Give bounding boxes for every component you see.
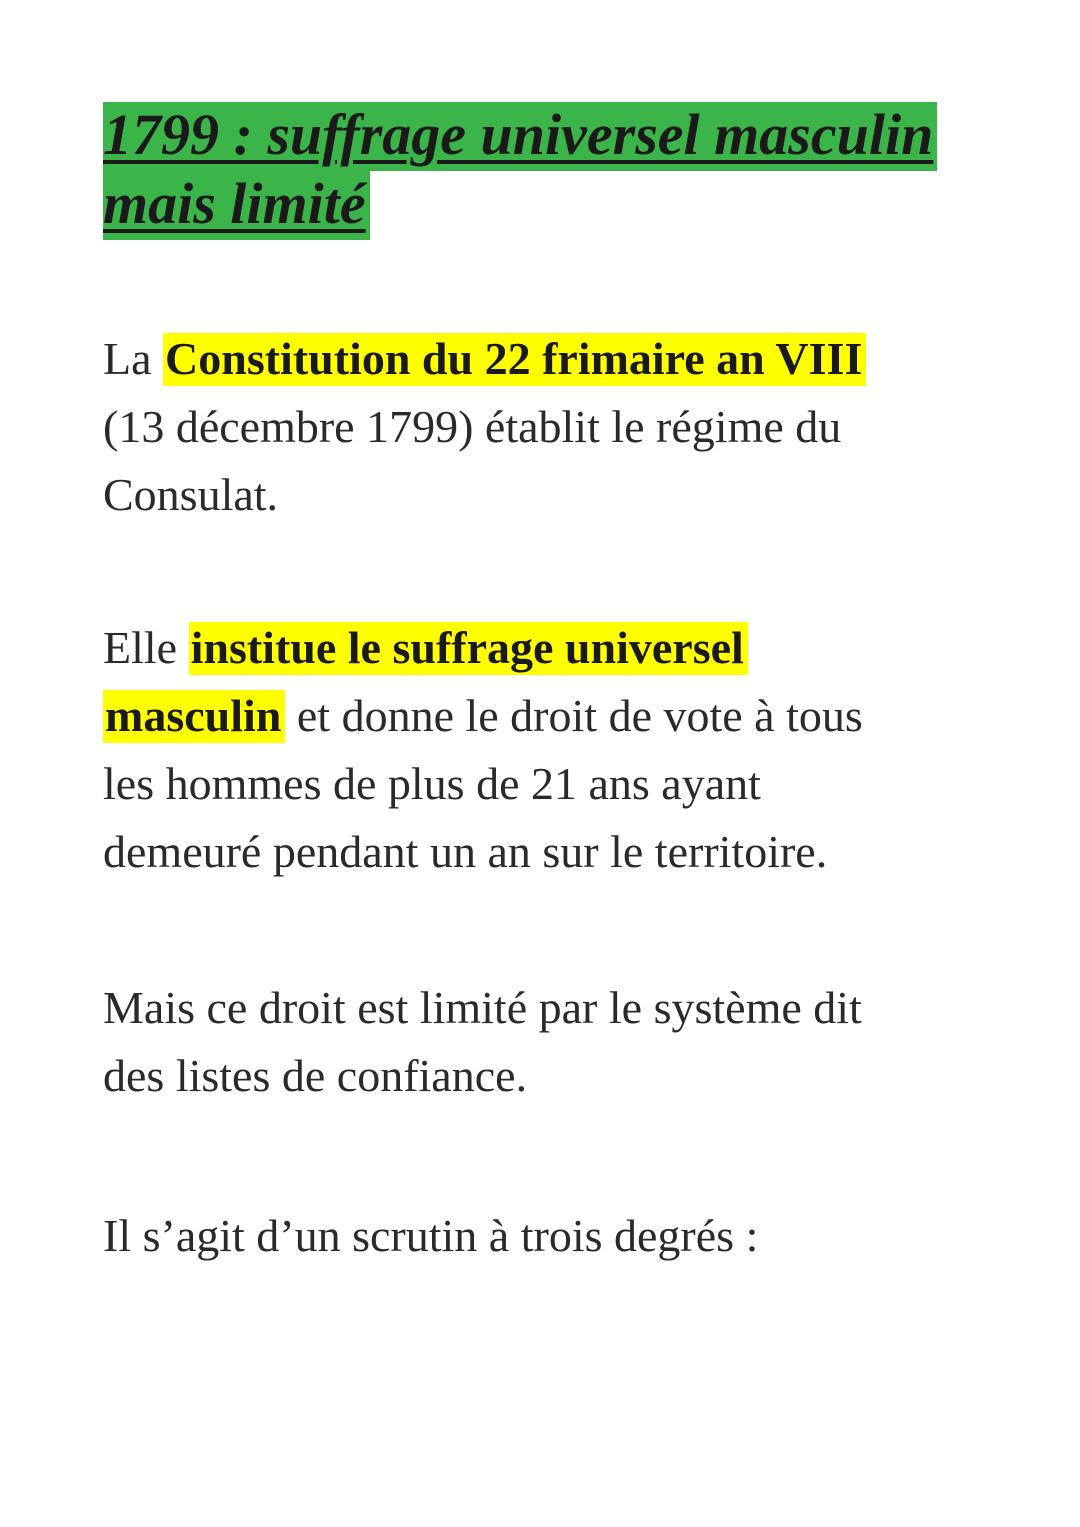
p2-highlight-2: masculin — [103, 690, 285, 743]
p3-line-2: des listes de confiance. — [103, 1050, 528, 1101]
p2-line-4: demeuré pendant un an sur le territoire. — [103, 826, 828, 877]
section-title — [103, 100, 983, 238]
paragraph-scrutin — [103, 1202, 983, 1270]
p2-prefix: Elle — [103, 622, 189, 673]
paragraph-constitution — [103, 325, 983, 529]
p1-line-3: Consulat. — [103, 469, 279, 520]
paragraph-suffrage — [103, 614, 983, 886]
p2-rest-1: et donne le droit de vote à tous — [285, 690, 863, 741]
p4-line-1: Il s’agit d’un scrutin à trois degrés : — [103, 1210, 759, 1261]
p3-line-1: Mais ce droit est limité par le système dit — [103, 982, 862, 1033]
paragraph-limitation — [103, 974, 983, 1110]
p1-highlight: Constitution du 22 frimaire an VIII — [163, 333, 866, 386]
p1-prefix: La — [103, 333, 164, 384]
p2-highlight-1: institue le suffrage universel — [189, 622, 748, 675]
title-highlight-line-1: 1799 : suffrage universel masculin — [103, 102, 937, 171]
document-page — [103, 100, 983, 1261]
title-highlight-line-2: mais limité — [103, 171, 370, 240]
p1-line-2: (13 décembre 1799) établit le régime du — [103, 401, 842, 452]
p2-line-3: les hommes de plus de 21 ans ayant — [103, 758, 761, 809]
